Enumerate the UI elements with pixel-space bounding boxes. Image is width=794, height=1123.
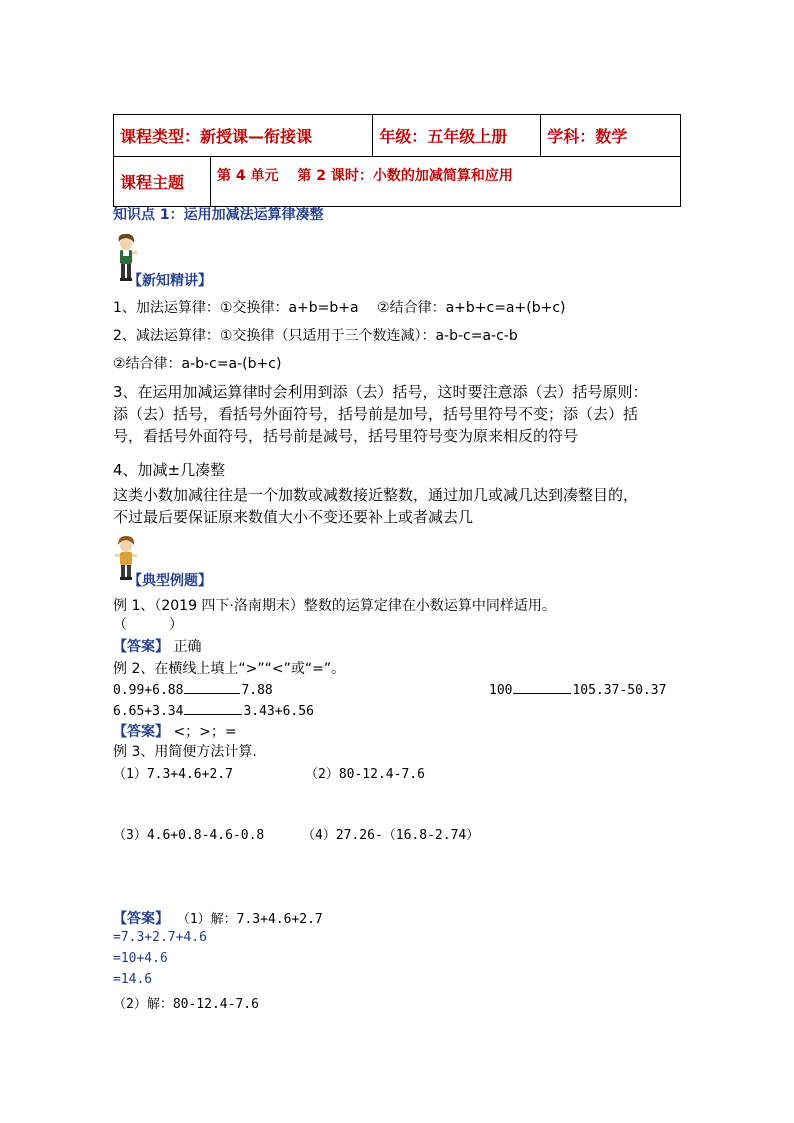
rule-line-1: 1、加法运算律：①交换律：a+b=b+a ②结合律：a+b+c=a+(b+c): [113, 300, 566, 316]
answer-tag: 【答案】: [113, 724, 169, 740]
rule-line-3: ②结合律：a-b-c=a-(b+c): [113, 356, 282, 372]
rule-line-5: 添（去）括号，看括号外面符号，括号前是加号，括号里符号不变；添（去）括: [113, 405, 639, 423]
example3-question: 例 3、用简便方法计算.: [113, 744, 257, 760]
answer-blank[interactable]: [184, 702, 242, 715]
example2-item2-left: 100: [489, 683, 513, 698]
solution1-step3: =14.6: [113, 972, 153, 987]
solution1-step1: =7.3+2.7+4.6: [113, 930, 207, 945]
example2-question: 例 2、在横线上填上“>”“<”或“=”。: [113, 661, 346, 677]
rule-line-7: 4、加减±几凑整: [113, 461, 226, 479]
example2-answer: [113, 721, 237, 741]
subject-cell: 学科：数学: [541, 115, 681, 157]
example3-q4: （4）27.26-（16.8-2.74）: [302, 828, 480, 843]
example2-item2-right: 105.37-50.37: [572, 683, 667, 698]
rule-line-6: 号，看括号外面符号，括号前是减号，括号里符号变为原来相反的符号: [113, 427, 579, 445]
example2-item2: [489, 681, 666, 698]
new-knowledge-heading: 【新知精讲】: [128, 273, 212, 289]
example2-item3-right: 3.43+6.56: [243, 704, 314, 719]
topic-label-cell: 课程主题: [114, 157, 211, 207]
example3-solution1-head: [113, 908, 323, 928]
example3-q2: （2）80-12.4-7.6: [305, 767, 425, 782]
answer-tag: 【答案】: [113, 639, 169, 655]
solution1-step2: =10+4.6: [113, 951, 168, 966]
answer-blank[interactable]: [184, 681, 240, 694]
example1-answer-text: 正确: [169, 639, 202, 655]
typical-examples-heading: 【典型例题】: [128, 573, 212, 589]
course-type-cell: 课程类型：新授课—衔接课: [114, 115, 373, 157]
answer-tag: 【答案】: [113, 911, 169, 927]
solution2-head: （2）解：80-12.4-7.6: [113, 997, 259, 1012]
example2-item3-left: 6.65+3.34: [113, 704, 184, 719]
course-header-table: [113, 114, 681, 207]
example2-item3: [113, 702, 314, 719]
knowledge-point-title: 知识点 1：运用加减法运算律凑整: [113, 207, 324, 223]
example2-answer-text: <；>；=: [169, 724, 237, 740]
example3-q3: （3）4.6+0.8-4.6-0.8: [113, 828, 265, 843]
example1-question: 例 1、（2019 四下·洛南期末）整数的运算定律在小数运算中同样适用。: [113, 598, 556, 614]
topic-value-cell: 第 4 单元 第 2 课时：小数的加减简算和应用: [211, 157, 681, 207]
rule-line-2: 2、减法运算律：①交换律（只适用于三个数连减）：a-b-c=a-c-b: [113, 328, 518, 344]
rule-line-8: 这类小数加减往往是一个加数或减数接近整数，通过加几或减几达到凑整目的，: [113, 486, 639, 504]
rule-line-4: 3、在运用加减运算律时会利用到添（去）括号，这时要注意添（去）括号原则：: [113, 383, 648, 401]
example2-item1-left: 0.99+6.88: [113, 683, 184, 698]
example1-answer: [113, 636, 201, 656]
example2-item1: [113, 681, 273, 698]
example1-paren: （ ）: [113, 617, 183, 633]
answer-blank[interactable]: [513, 681, 571, 694]
example2-item1-right: 7.88: [241, 683, 273, 698]
grade-cell: 年级：五年级上册: [373, 115, 541, 157]
solution1-head-text: （1）解：7.3+4.6+2.7: [169, 912, 323, 927]
example3-q1: （1）7.3+4.6+2.7: [113, 767, 233, 782]
rule-line-9: 不过最后要保证原来数值大小不变还要补上或者减去几: [113, 508, 474, 526]
